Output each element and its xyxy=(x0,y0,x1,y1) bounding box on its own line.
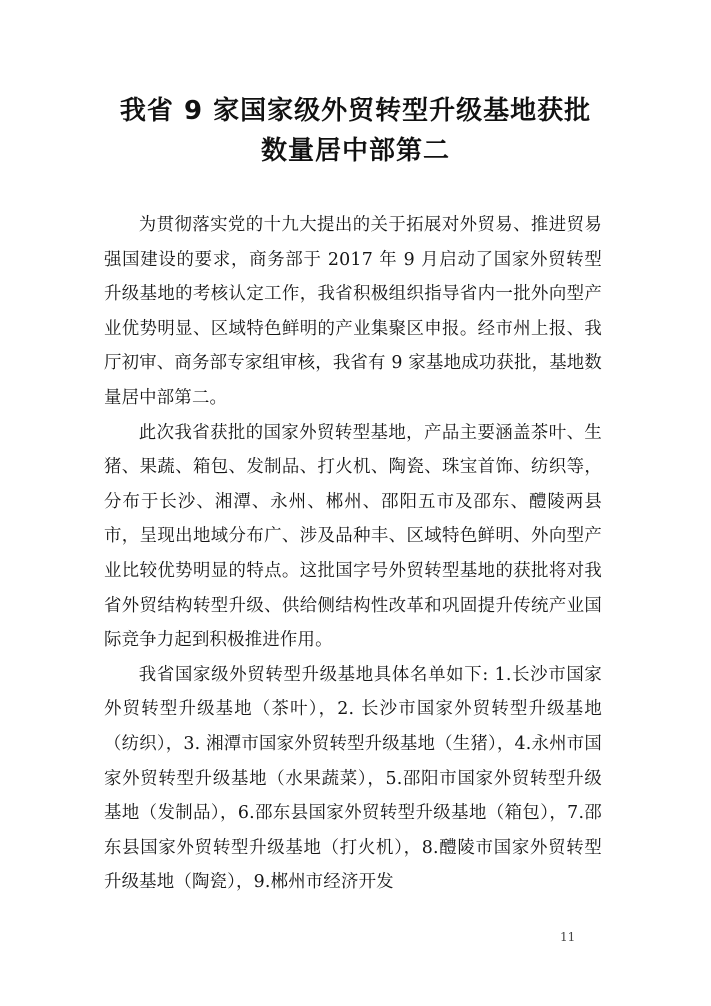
document-title-line-2: 数量居中部第二 xyxy=(260,136,450,166)
paragraph-1: 为贯彻落实党的十九大提出的关于拓展对外贸易、推进贸易强国建设的要求，商务部于 2017 年 9 月启动了国家外贸转型升级基地的考核认定工作，我省积极组织指导省内一批外向型产业优势明显、区域特色鲜明的产业集聚区申报。经市州上报、我厅初审、商务部专家组审核，我省有 9 家基地成功获批，基地数量居中部第二。 xyxy=(104,215,602,408)
paragraph-3: 我省国家级外贸转型升级基地具体名单如下: 1.长沙市国家外贸转型升级基地（茶叶），2. 长沙市国家外贸转型升级基地（纺织），3. 湘潭市国家外贸转型升级基地（生猪），4.永州市国家外贸转型升级基地（水果蔬菜），5.邵阳市国家外贸转型升级基地（发制品），6.邵东县国家外贸转型升级基地（箱包），7.邵东县国家外贸转型升级基地（打火机），8.醴陵市国家外贸转型升级基地（陶瓷），9.郴州市经济开发 xyxy=(104,664,602,893)
page-number: 11 xyxy=(560,930,576,944)
document-title-line-1: 我省 9 家国家级外贸转型升级基地获批 xyxy=(119,96,592,126)
document-body xyxy=(104,208,602,900)
paragraph-2: 此次我省获批的国家外贸转型基地，产品主要涵盖茶叶、生猪、果蔬、箱包、发制品、打火机、陶瓷、珠宝首饰、纺织等，分布于长沙、湘潭、永州、郴州、邵阳五市及邵东、醴陵两县市，呈现出地域分布广、涉及品种丰、区域特色鲜明、外向型产业比较优势明显的特点。这批国字号外贸转型基地的获批将对我省外贸结构转型升级、供给侧结构性改革和巩固提升传统产业国际竞争力起到积极推进作用。 xyxy=(104,422,602,651)
